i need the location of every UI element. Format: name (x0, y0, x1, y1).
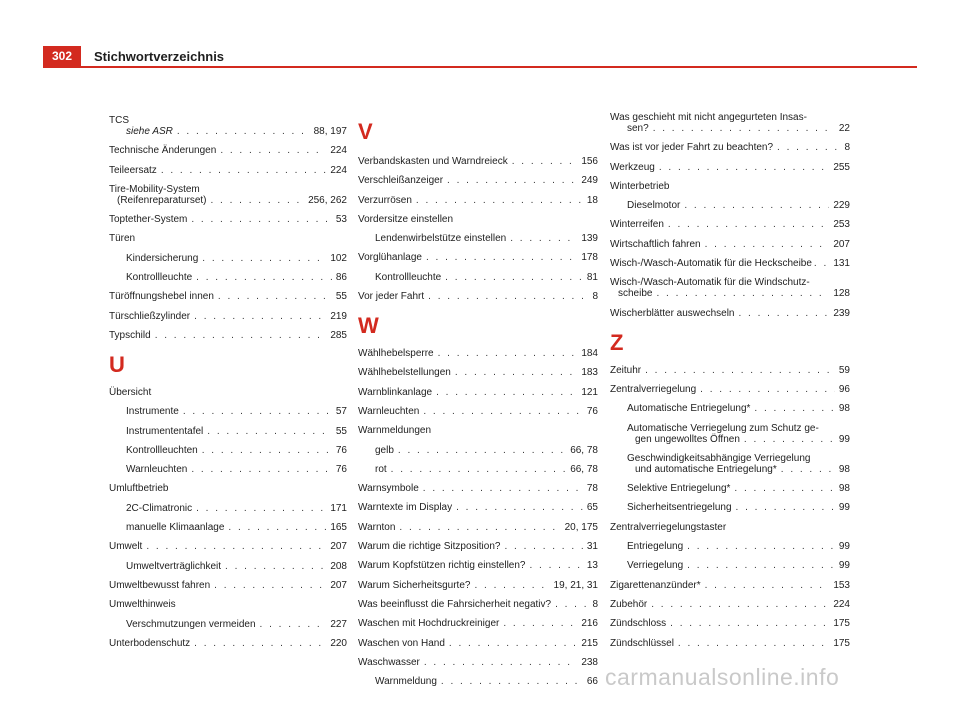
entry-label: Türschließzylinder (109, 310, 191, 322)
index-entry (109, 387, 347, 398)
entry-label: Zentralverriegelungstaster (610, 521, 727, 533)
index-entry (109, 330, 347, 341)
index-entry (610, 123, 850, 134)
entry-label: Warnleuchten (358, 405, 420, 417)
entry-page: 208 (330, 560, 347, 572)
index-entry (358, 541, 598, 552)
entry-label: Wischerblätter auswechseln (610, 307, 735, 319)
index-entry (610, 638, 850, 649)
entry-page: 99 (838, 433, 850, 445)
entry-label: Kontrollleuchten (126, 444, 198, 456)
entry-label: scheibe (618, 288, 653, 300)
section-letter-w: W (358, 313, 379, 339)
index-entry (109, 272, 347, 283)
entry-page: 57 (335, 406, 347, 418)
index-entry (358, 560, 598, 571)
index-entry (109, 195, 347, 206)
index-entry (109, 233, 347, 244)
index-entry (358, 387, 598, 398)
index-entry (109, 445, 347, 456)
entry-label: sen? (627, 123, 649, 134)
entry-page: 220 (330, 637, 347, 649)
entry-label: gelb (375, 444, 394, 456)
page-number: 302 (43, 46, 81, 67)
entry-label: Was ist vor jeder Fahrt zu beachten? (610, 142, 774, 154)
entry-label: Warnmeldung (375, 676, 437, 688)
entry-page: 59 (838, 364, 850, 376)
entry-label: Lendenwirbelstütze einstellen (375, 233, 507, 245)
index-entry (109, 214, 347, 225)
index-entry (610, 365, 850, 376)
entry-page: 175 (833, 618, 850, 630)
entry-page: 121 (581, 386, 598, 398)
entry-label: 2C-Climatronic (126, 502, 193, 514)
index-entry (358, 638, 598, 649)
index-entry (109, 619, 347, 630)
index-entry (109, 522, 347, 533)
index-entry (610, 464, 850, 475)
index-entry (109, 541, 347, 552)
index-entry (109, 426, 347, 437)
index-entry (610, 181, 850, 192)
entry-label: Automatische Verriegelung zum Schutz ge- (627, 422, 819, 434)
entry-label: Typschild (109, 329, 151, 341)
entry-page: 256, 262 (308, 194, 347, 206)
entry-page: 76 (586, 405, 598, 417)
entry-label: siehe ASR (126, 126, 173, 137)
entry-label: Vorglühanlage (358, 252, 422, 264)
entry-label: Verriegelung (627, 560, 684, 572)
index-entry (358, 618, 598, 629)
entry-page: 207 (330, 579, 347, 591)
entry-page: 156 (581, 156, 598, 167)
index-entry (109, 503, 347, 514)
entry-label: Unterbodenschutz (109, 637, 191, 649)
index-entry (109, 464, 347, 475)
index-entry (610, 239, 850, 250)
index-column-2 (358, 120, 598, 695)
entry-label: Toptether-System (109, 214, 188, 226)
entry-page: 227 (330, 618, 347, 630)
index-entry (610, 112, 850, 123)
index-entry (358, 252, 598, 263)
entry-label: Zündschlüssel (610, 637, 674, 649)
entry-label: Umwelthinweis (109, 599, 176, 611)
entry-label: Zeituhr (610, 364, 642, 376)
entry-label: Warnmeldungen (358, 425, 432, 437)
entry-label: Instrumententafel (126, 425, 204, 437)
index-entry (610, 599, 850, 610)
index-entry (358, 175, 598, 186)
index-entry (109, 638, 347, 649)
entry-label: rot (375, 463, 387, 475)
entry-label: Geschwindigkeitsabhängige Verriegelung (627, 452, 811, 464)
entry-page: 238 (581, 656, 598, 668)
entry-page: 229 (833, 200, 850, 212)
entry-page: 55 (335, 291, 347, 303)
index-entry (610, 258, 850, 269)
entry-page: 99 (838, 541, 850, 553)
entry-label: Waschwasser (358, 656, 420, 668)
entry-page: 86 (335, 272, 347, 284)
entry-label: Verschmutzungen vermeiden (126, 618, 256, 630)
section-letter-u: U (109, 351, 125, 377)
index-entry (358, 156, 598, 167)
entry-page: 99 (838, 560, 850, 572)
index-entry (109, 291, 347, 302)
watermark: carmanualsonline.info (605, 664, 840, 690)
entry-page: 171 (330, 502, 347, 514)
index-entry (358, 445, 598, 456)
entry-page: 153 (833, 579, 850, 591)
entry-page: 55 (335, 425, 347, 437)
entry-page: 66 (586, 676, 598, 688)
entry-label: Zündschloss (610, 618, 667, 630)
entry-page: 178 (581, 252, 598, 264)
index-entry (610, 200, 850, 211)
index-entry (358, 522, 598, 533)
index-entry (358, 580, 598, 591)
entry-page: 98 (838, 483, 850, 495)
entry-label: Zigarettenanzünder* (610, 579, 701, 591)
entry-label: Umwelt (109, 541, 143, 553)
index-entry (610, 277, 850, 288)
entry-page: 78 (586, 483, 598, 495)
entry-page: 19, 21, 31 (553, 579, 598, 591)
entry-label: Wählhebelstellungen (358, 367, 451, 379)
entry-label: Kontrollleuchte (126, 272, 193, 284)
entry-page: 8 (592, 598, 598, 610)
entry-page: 53 (335, 214, 347, 226)
entry-page: 66, 78 (570, 463, 598, 475)
entry-label: Umweltbewusst fahren (109, 579, 211, 591)
entry-page: 183 (581, 367, 598, 379)
index-entry (358, 272, 598, 283)
index-entry (358, 464, 598, 475)
index-entry (610, 541, 850, 552)
index-column-3 (610, 112, 850, 657)
index-entry (610, 580, 850, 591)
entry-page: 239 (833, 307, 850, 319)
entry-page: 8 (844, 142, 850, 154)
index-entry (358, 233, 598, 244)
entry-label: und automatische Entriegelung* (635, 463, 777, 475)
index-entry (358, 291, 598, 302)
entry-label: Teileersatz (109, 164, 157, 176)
index-entry (358, 599, 598, 610)
entry-label: Winterbetrieb (610, 180, 670, 192)
entry-page: 139 (581, 233, 598, 245)
entry-page: 66, 78 (570, 444, 598, 456)
entry-label: Warnsymbole (358, 483, 419, 495)
entry-label: gen ungewolltes Öffnen (635, 433, 740, 445)
index-entry (109, 599, 347, 610)
entry-label: Warum die richtige Sitzposition? (358, 541, 501, 553)
entry-label: Wisch-/Wasch-Automatik für die Windschutz- (610, 277, 810, 289)
index-entry (109, 311, 347, 322)
index-entry (610, 618, 850, 629)
entry-label: Übersicht (109, 386, 152, 398)
entry-label: Verbandskasten und Warndreieck (358, 156, 508, 167)
entry-label: Kontrollleuchte (375, 271, 442, 283)
entry-label: Was beeinflusst die Fahrsicherheit negativ? (358, 598, 552, 610)
index-entry (358, 406, 598, 417)
index-entry (610, 483, 850, 494)
entry-page: 175 (833, 637, 850, 649)
index-entry (358, 195, 598, 206)
entry-label: Kindersicherung (126, 252, 199, 264)
entry-label: Türen (109, 233, 136, 245)
index-entry (610, 434, 850, 445)
index-entry (610, 502, 850, 513)
section-letter-z: Z (610, 329, 624, 355)
entry-label: Warnblinkanlage (358, 386, 433, 398)
entry-label: Warnleuchten (126, 464, 188, 476)
entry-label: Umweltverträglichkeit (126, 560, 222, 572)
entry-label: Sicherheitsentriegelung (627, 502, 732, 514)
entry-label: Verzurrösen (358, 194, 412, 206)
entry-page: 253 (833, 219, 850, 231)
index-entry (610, 142, 850, 153)
index-entry (358, 348, 598, 359)
page-title: Stichwortverzeichnis (94, 49, 225, 64)
entry-label: Zentralverriegelung (610, 383, 697, 395)
entry-page: 98 (838, 403, 850, 415)
index-entry (610, 384, 850, 395)
entry-label: Technische Änderungen (109, 145, 217, 157)
index-entry (109, 580, 347, 591)
entry-label: Selektive Entriegelung* (627, 483, 731, 495)
entry-page: 76 (335, 464, 347, 476)
entry-page: 165 (330, 522, 347, 534)
entry-page: 96 (838, 383, 850, 395)
entry-label: Was geschieht mit nicht angegurteten Insas- (610, 112, 807, 123)
entry-page: 207 (330, 541, 347, 553)
entry-label: Vordersitze einstellen (358, 213, 454, 225)
entry-label: Warnton (358, 521, 396, 533)
entry-page: 219 (330, 310, 347, 322)
index-entry (610, 219, 850, 230)
entry-page: 18 (586, 194, 598, 206)
entry-page: 216 (581, 618, 598, 630)
index-entry (358, 367, 598, 378)
entry-label: Automatische Entriegelung* (627, 403, 751, 415)
entry-label: Verschleißanzeiger (358, 175, 444, 187)
entry-page: 8 (592, 291, 598, 303)
entry-page: 224 (330, 145, 347, 157)
index-entry (109, 165, 347, 176)
entry-label: Waschen von Hand (358, 637, 445, 649)
entry-label: Wählhebelsperre (358, 348, 434, 360)
entry-page: 13 (586, 560, 598, 572)
entry-label: manuelle Klimaanlage (126, 522, 225, 534)
index-entry (358, 214, 598, 225)
entry-page: 99 (838, 502, 850, 514)
entry-label: Warum Kopfstützen richtig einstellen? (358, 560, 526, 572)
section-letter-v: V (358, 119, 373, 144)
entry-label: Zubehör (610, 598, 648, 610)
entry-page: 224 (330, 164, 347, 176)
index-entry (358, 657, 598, 668)
index-entry (109, 115, 347, 126)
entry-label: Instrumente (126, 406, 179, 418)
entry-page: 249 (581, 175, 598, 187)
index-entry (109, 253, 347, 264)
entry-page: 184 (581, 348, 598, 360)
index-entry (610, 403, 850, 414)
entry-label: Umluftbetrieb (109, 483, 169, 495)
entry-page: 76 (335, 444, 347, 456)
entry-page: 22 (838, 123, 850, 134)
entry-label: Warum Sicherheitsgurte? (358, 579, 471, 591)
index-column-1 (109, 115, 347, 657)
entry-label: TCS (109, 115, 129, 126)
entry-page: 131 (833, 258, 850, 270)
index-entry (610, 560, 850, 571)
entry-label: Tire-Mobility-System (109, 183, 200, 195)
entry-label: Waschen mit Hochdruckreiniger (358, 618, 500, 630)
entry-page: 128 (833, 288, 850, 300)
index-entry (109, 145, 347, 156)
index-entry (610, 308, 850, 319)
entry-label: Vor jeder Fahrt (358, 291, 425, 303)
index-entry (610, 288, 850, 299)
index-entry (610, 522, 850, 533)
entry-label: Warntexte im Display (358, 502, 453, 514)
index-entry (109, 561, 347, 572)
entry-label: Werkzeug (610, 161, 655, 173)
entry-page: 88, 197 (313, 126, 347, 137)
index-entry (109, 126, 347, 137)
index-entry (109, 184, 347, 195)
entry-page: 31 (586, 541, 598, 553)
entry-page: 255 (833, 161, 850, 173)
header-divider (43, 66, 917, 68)
entry-label: (Reifenreparaturset) (117, 194, 207, 206)
entry-page: 20, 175 (564, 521, 598, 533)
entry-label: Winterreifen (610, 219, 664, 231)
index-entry (610, 453, 850, 464)
entry-page: 285 (330, 329, 347, 341)
entry-page: 81 (586, 271, 598, 283)
entry-page: 98 (838, 463, 850, 475)
entry-page: 65 (586, 502, 598, 514)
entry-page: 224 (833, 598, 850, 610)
entry-label: Wisch-/Wasch-Automatik für die Heckscheibe (610, 258, 812, 270)
index-entry (109, 406, 347, 417)
entry-label: Dieselmotor (627, 200, 681, 212)
index-entry (610, 423, 850, 434)
index-entry (610, 162, 850, 173)
index-entry (358, 483, 598, 494)
entry-label: Entriegelung (627, 541, 684, 553)
index-entry (358, 502, 598, 513)
index-entry (358, 425, 598, 436)
entry-page: 102 (330, 252, 347, 264)
index-entry (109, 483, 347, 494)
index-entry (358, 676, 598, 687)
entry-page: 215 (581, 637, 598, 649)
entry-label: Türöffnungshebel innen (109, 291, 214, 303)
entry-page: 207 (833, 238, 850, 250)
entry-label: Wirtschaftlich fahren (610, 238, 701, 250)
